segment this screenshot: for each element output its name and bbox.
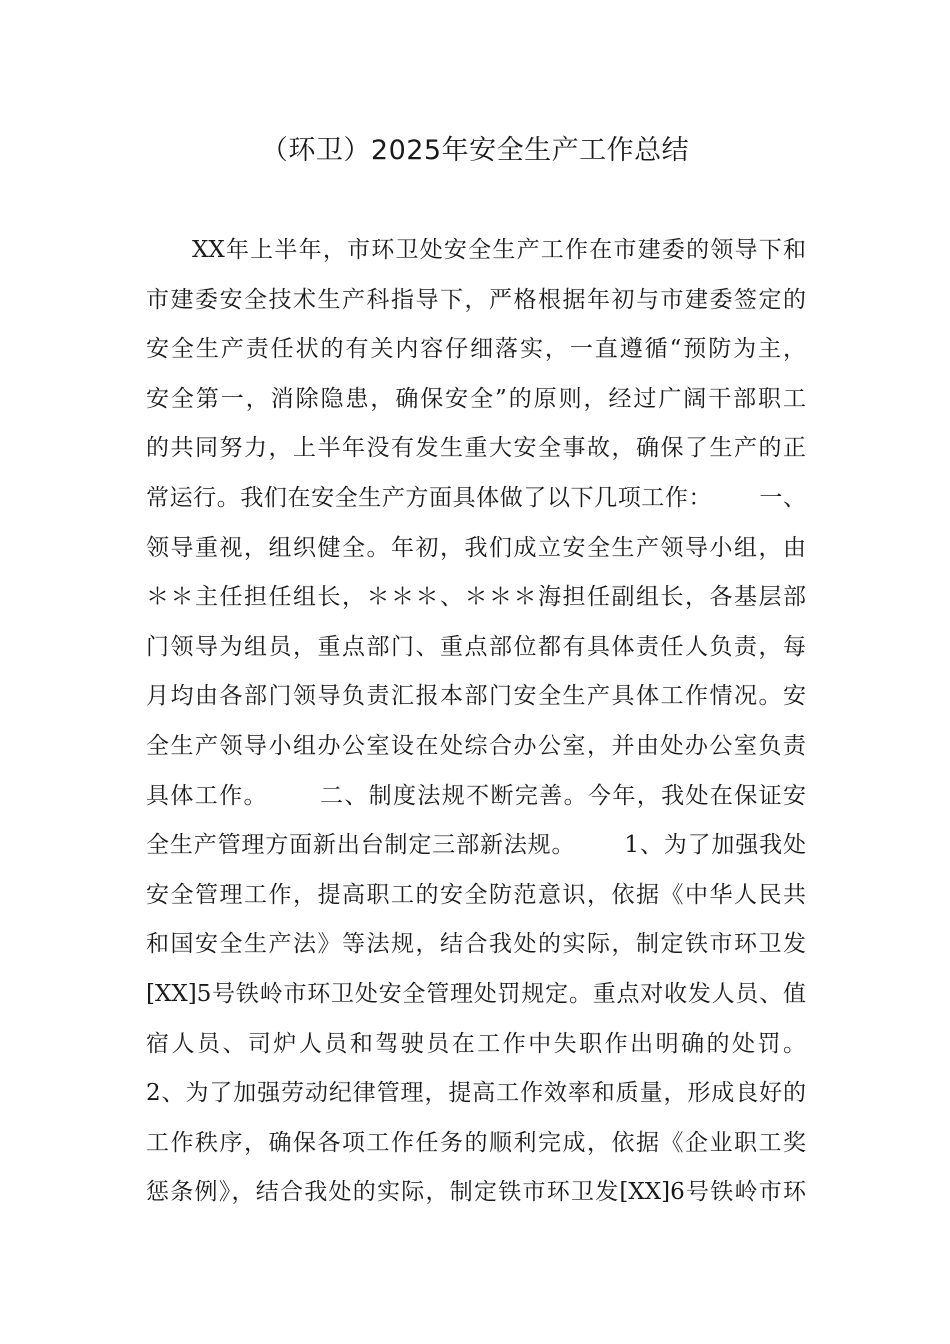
body-line: 和国安全生产法》等法规，结合我处的实际，制定铁市环卫发 bbox=[146, 931, 806, 958]
body-line: 安全管理工作，提高职工的安全防范意识，依据《中华人民共 bbox=[146, 881, 806, 908]
body-line: [XX]5号铁岭市环卫处安全管理处罚规定。重点对收发人员、值 bbox=[146, 980, 806, 1007]
body-line: 门领导为组员，重点部门、重点部位都有具体责任人负责，每 bbox=[146, 633, 806, 660]
body-line: 具体工作。 二、制度法规不断完善。今年，我处在保证安 bbox=[146, 782, 806, 809]
body-line: 领导重视，组织健全。年初，我们成立安全生产领导小组，由 bbox=[146, 534, 806, 561]
document-title: （环卫）2025年安全生产工作总结 bbox=[260, 135, 690, 166]
body-line: 2、为了加强劳动纪律管理，提高工作效率和质量，形成良好的 bbox=[146, 1080, 806, 1107]
body-line: 的共同努力，上半年没有发生重大安全事故，确保了生产的正 bbox=[146, 435, 806, 462]
body-line: 宿人员、司炉人员和驾驶员在工作中失职作出明确的处罚。 bbox=[146, 1030, 806, 1057]
body-line: 市建委安全技术生产科指导下，严格根据年初与市建委签定的 bbox=[146, 286, 806, 313]
body-line: 工作秩序，确保各项工作任务的顺利完成，依据《企业职工奖 bbox=[146, 1129, 806, 1156]
body-line: 常运行。我们在安全生产方面具体做了以下几项工作： 一、 bbox=[146, 484, 806, 511]
body-line: 全生产管理方面新出台制定三部新法规。 1、为了加强我处 bbox=[146, 832, 806, 859]
body-line: 安全生产责任状的有关内容仔细落实，一直遵循“预防为主， bbox=[146, 336, 806, 363]
body-line: 惩条例》，结合我处的实际，制定铁市环卫发[XX]6号铁岭市环 bbox=[146, 1179, 806, 1206]
document-body bbox=[146, 230, 806, 1222]
body-line: 安全第一，消除隐患，确保安全”的原则，经过广阔干部职工 bbox=[146, 385, 806, 412]
body-line: XX年上半年，市环卫处安全生产工作在市建委的领导下和 bbox=[192, 237, 806, 263]
body-line: 月均由各部门领导负责汇报本部门安全生产具体工作情况。安 bbox=[146, 683, 806, 710]
body-line: 全生产领导小组办公室设在处综合办公室，并由处办公室负责 bbox=[146, 732, 806, 759]
body-line: ＊＊主任担任组长，＊＊＊、＊＊＊海担任副组长，各基层部 bbox=[146, 584, 806, 611]
